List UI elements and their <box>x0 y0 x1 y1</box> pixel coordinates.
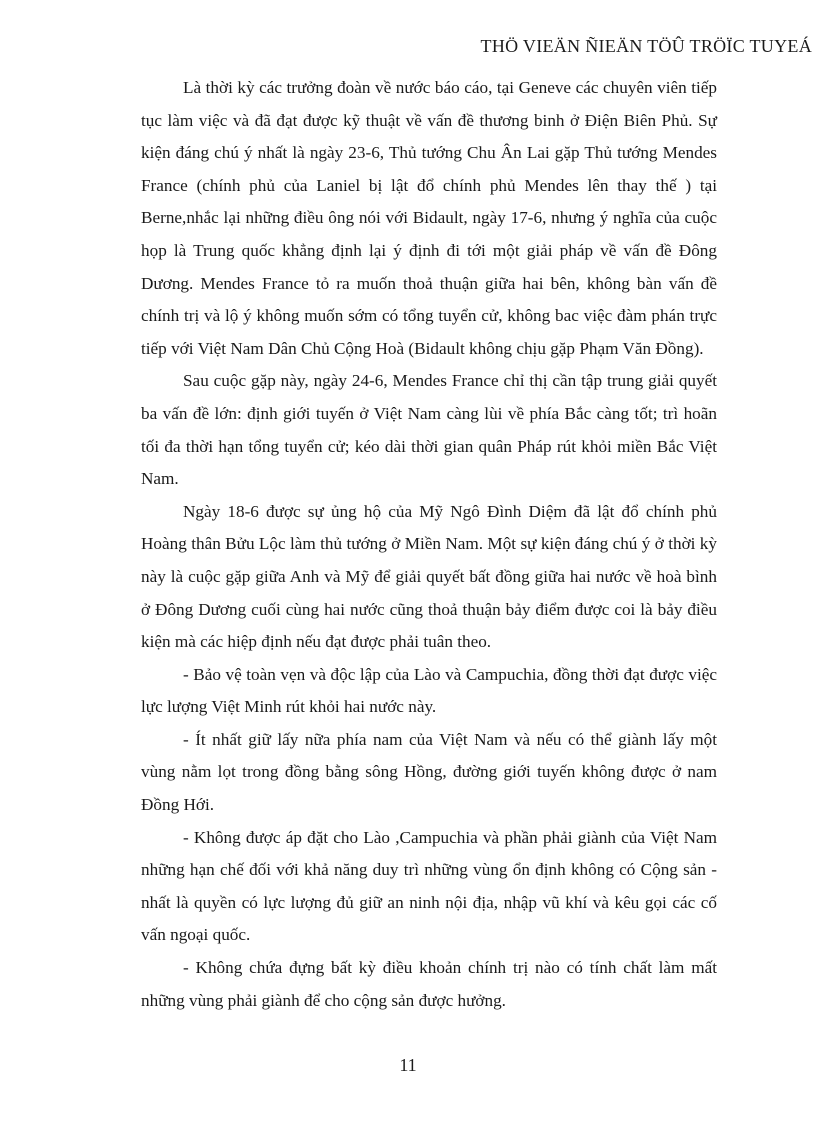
list-item: - Không được áp đặt cho Lào ,Campuchia và phần phải giành của Việt Nam những hạn chế đối với khả năng duy trì những vùng ổn định không có Cộng sản -nhất là quyền có lực lượng đủ giữ an ninh nội địa, nhập vũ khí và kêu gọi các cố vấn ngoại quốc. <box>141 827 717 945</box>
paragraph: Là thời kỳ các trưởng đoàn về nước báo cáo, tại Geneve các chuyên viên tiếp tục làm việc và đã đạt được kỹ thuật về vấn đề thương binh ở Điện Biên Phủ. Sự kiện đáng chú ý nhất là ngày 23-6, Thủ tướng Chu Ân Lai gặp Thủ tướng Mendes France (chính phủ của Laniel bị lật đổ chính phủ Mendes lên thay thế ) tại Berne,nhắc lại những điều ông nói với Bidault, ngày 17-6, nhưng ý nghĩa của cuộc họp là Trung quốc khẳng định lại ý định đi tới một giải pháp về vấn đề Đông Dương. Mendes France tỏ ra muốn thoả thuận giữa hai bên, không bàn vấn đề chính trị và lộ ý không muốn sớm có tổng tuyển cử, không bac việc đàm phán trực tiếp với Việt Nam Dân Chủ Cộng Hoà (Bidault không chịu gặp Phạm Văn Đồng). <box>141 78 717 358</box>
list-item: - Không chứa đựng bất kỳ điều khoản chính trị nào có tính chất làm mất những vùng phải giành để cho cộng sản được hưởng. <box>141 958 717 1010</box>
paragraph: Ngày 18-6 được sự ủng hộ của Mỹ Ngô Đình Diệm đã lật đổ chính phủ Hoàng thân Bửu Lộc làm thủ tướng ở Miền Nam. Một sự kiện đáng chú ý ở thời kỳ này là cuộc gặp giữa Anh và Mỹ để giải quyết bất đồng giữa hai nước về hoà bình ở Đông Dương cuối cùng hai nước cũng thoả thuận bảy điểm được coi là bảy điều kiện mà các hiệp định nếu đạt được phải tuân theo. <box>141 501 717 652</box>
page-number: 11 <box>399 1055 417 1075</box>
document-body <box>141 72 717 1017</box>
paragraph: Sau cuộc gặp này, ngày 24-6, Mendes France chỉ thị cần tập trung giải quyết ba vấn đề lớn: định giới tuyến ở Việt Nam càng lùi về phía Bắc càng tốt; trì hoãn tối đa thời hạn tổng tuyển cử; kéo dài thời gian quân Pháp rút khỏi miền Bắc Việt Nam. <box>141 371 717 489</box>
list-item: - Ít nhất giữ lấy nữa phía nam của Việt Nam và nếu có thể giành lấy một vùng nằm lọt trong đồng bằng sông Hồng, đường giới tuyến không được ở nam Đồng Hới. <box>141 729 717 815</box>
list-item: - Bảo vệ toàn vẹn và độc lập của Lào và Campuchia, đồng thời đạt được việc lực lượng Việt Minh rút khỏi hai nước này. <box>141 664 717 717</box>
running-header: THÖ VIEÄN ÑIEÄN TÖÛ TRÖÏC TUYEÁ <box>480 36 812 56</box>
